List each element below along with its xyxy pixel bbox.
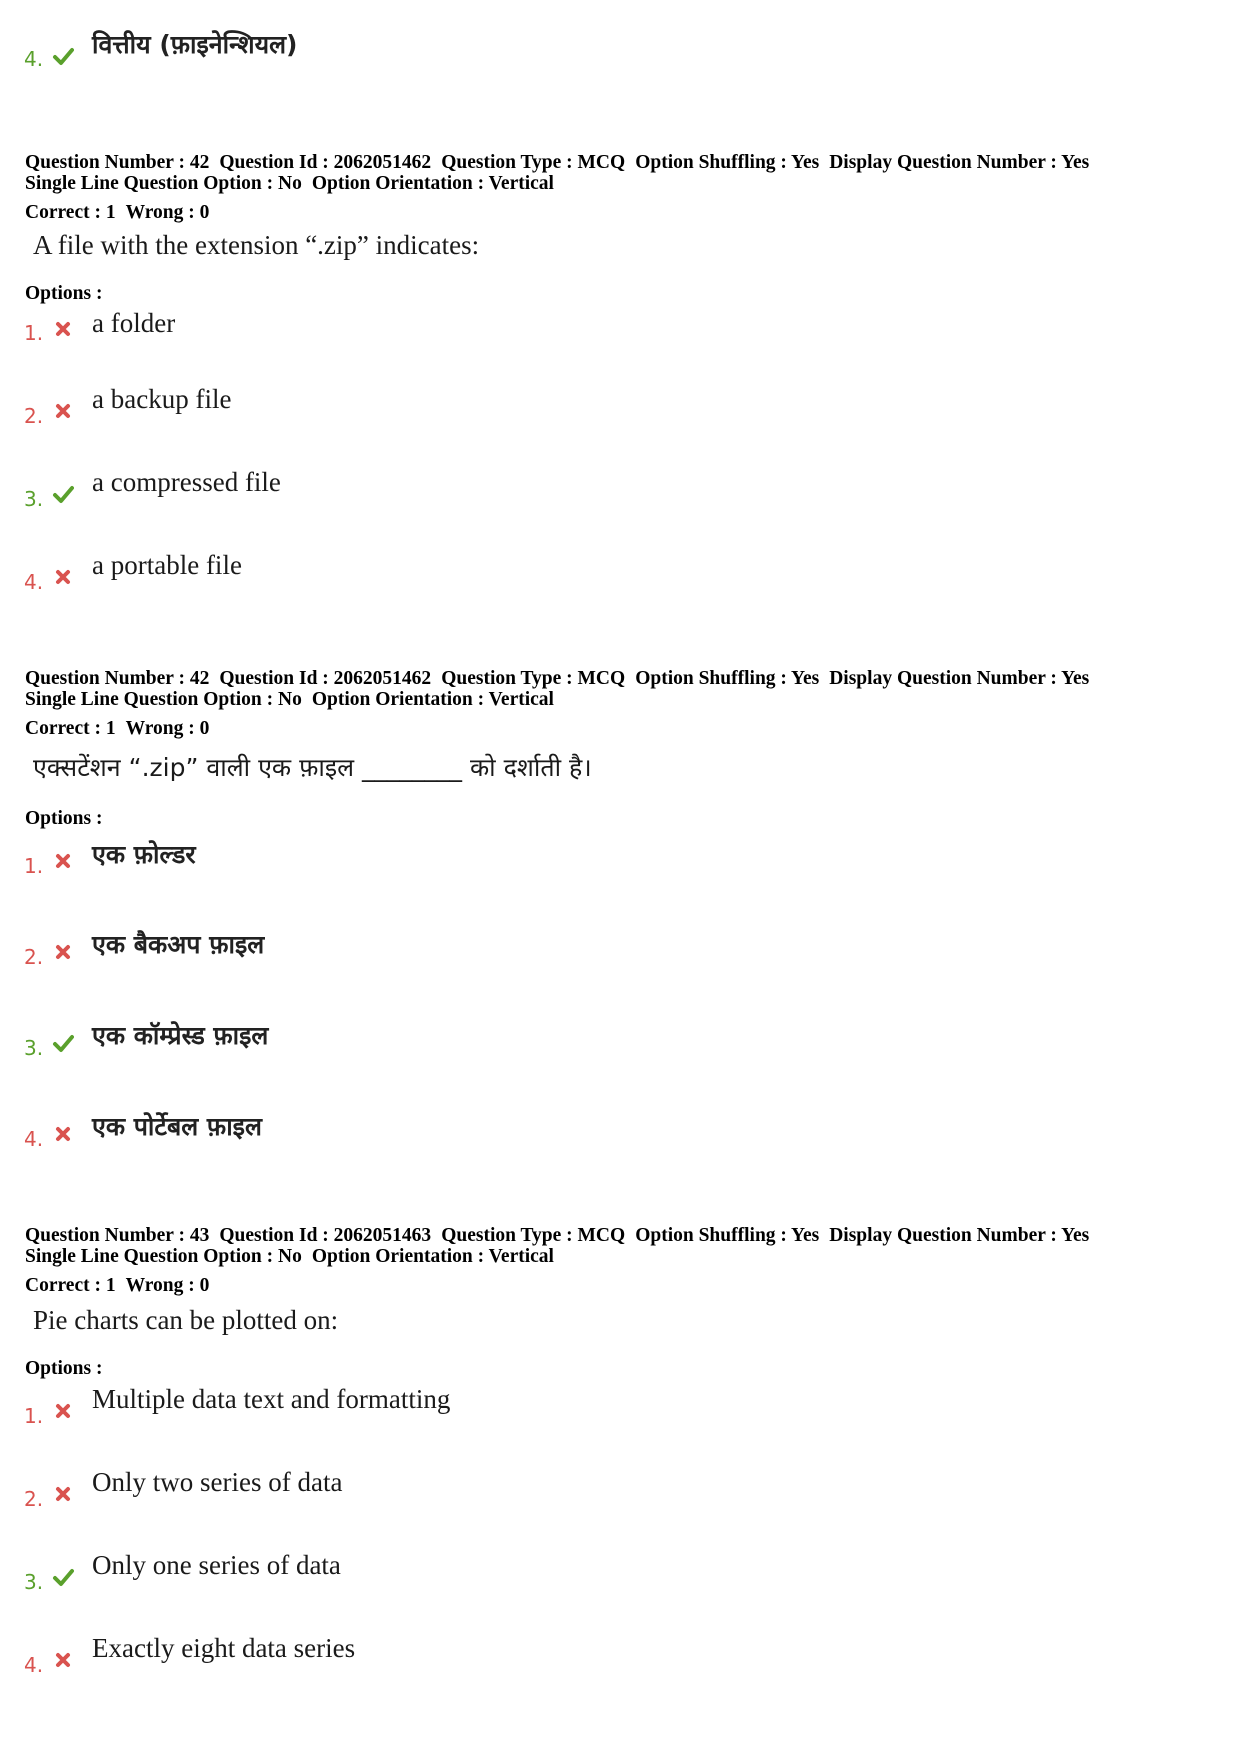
check-icon — [52, 1566, 74, 1588]
option-number: 2. — [24, 1487, 44, 1511]
question-meta-line-2: Single Line Question Option : No Option Orientation : Vertical — [25, 173, 554, 194]
option-number: 4. — [24, 1127, 44, 1151]
option-number: 3. — [24, 1036, 44, 1060]
options-label: Options : — [25, 1358, 103, 1379]
option-number: 1. — [24, 1404, 44, 1428]
option-number: 2. — [24, 945, 44, 969]
question-text: एक्सटेंशन “.zip” वाली एक फ़ाइल ________ को दर्शाती है। — [33, 753, 592, 782]
option-text: a folder — [92, 308, 176, 338]
check-icon — [52, 483, 74, 505]
options-label: Options : — [25, 283, 103, 304]
question-meta-line-2: Single Line Question Option : No Option Orientation : Vertical — [25, 1246, 554, 1267]
option-text: एक कॉम्प्रेस्ड फ़ाइल — [92, 1021, 269, 1050]
option-number: 1. — [24, 321, 44, 345]
cross-icon — [52, 566, 74, 588]
cross-icon — [52, 1483, 74, 1505]
question-score: Correct : 1 Wrong : 0 — [25, 202, 210, 223]
option-text: Exactly eight data series — [92, 1633, 356, 1663]
option-number: 3. — [24, 487, 44, 511]
option-text: एक पोर्टेबल फ़ाइल — [92, 1112, 262, 1141]
option-number: 4. — [24, 47, 44, 71]
cross-icon — [52, 1649, 74, 1671]
option-number: 2. — [24, 404, 44, 428]
cross-icon — [52, 850, 74, 872]
question-meta-line-1: Question Number : 43 Question Id : 2062051463 Question Type : MCQ Option Shuffling : Yes Display Question Number : Yes — [25, 1225, 1090, 1246]
cross-icon — [52, 318, 74, 340]
option-number: 4. — [24, 1653, 44, 1677]
check-icon — [52, 45, 74, 67]
cross-icon — [52, 400, 74, 422]
question-meta-line-2: Single Line Question Option : No Option Orientation : Vertical — [25, 689, 554, 710]
option-text: एक फ़ोल्डर — [92, 840, 196, 869]
option-text: Only two series of data — [92, 1467, 343, 1497]
question-text: Pie charts can be plotted on: — [33, 1305, 339, 1335]
question-meta-line-1: Question Number : 42 Question Id : 2062051462 Question Type : MCQ Option Shuffling : Yes Display Question Number : Yes — [25, 152, 1090, 173]
cross-icon — [52, 941, 74, 963]
option-text: a backup file — [92, 384, 232, 414]
option-text: वित्तीय (फ़ाइनेन्शियल) — [92, 30, 298, 59]
option-number: 4. — [24, 570, 44, 594]
cross-icon — [52, 1400, 74, 1422]
question-score: Correct : 1 Wrong : 0 — [25, 718, 210, 739]
option-text: a compressed file — [92, 467, 281, 497]
option-text: Multiple data text and formatting — [92, 1384, 451, 1414]
question-meta-line-1: Question Number : 42 Question Id : 2062051462 Question Type : MCQ Option Shuffling : Yes Display Question Number : Yes — [25, 668, 1090, 689]
cross-icon — [52, 1123, 74, 1145]
option-number: 1. — [24, 854, 44, 878]
option-text: Only one series of data — [92, 1550, 341, 1580]
check-icon — [52, 1032, 74, 1054]
option-text: a portable file — [92, 550, 242, 580]
question-text: A file with the extension “.zip” indicates: — [33, 230, 480, 260]
option-text: एक बैकअप फ़ाइल — [92, 930, 265, 959]
question-score: Correct : 1 Wrong : 0 — [25, 1275, 210, 1296]
options-label: Options : — [25, 808, 103, 829]
option-number: 3. — [24, 1570, 44, 1594]
